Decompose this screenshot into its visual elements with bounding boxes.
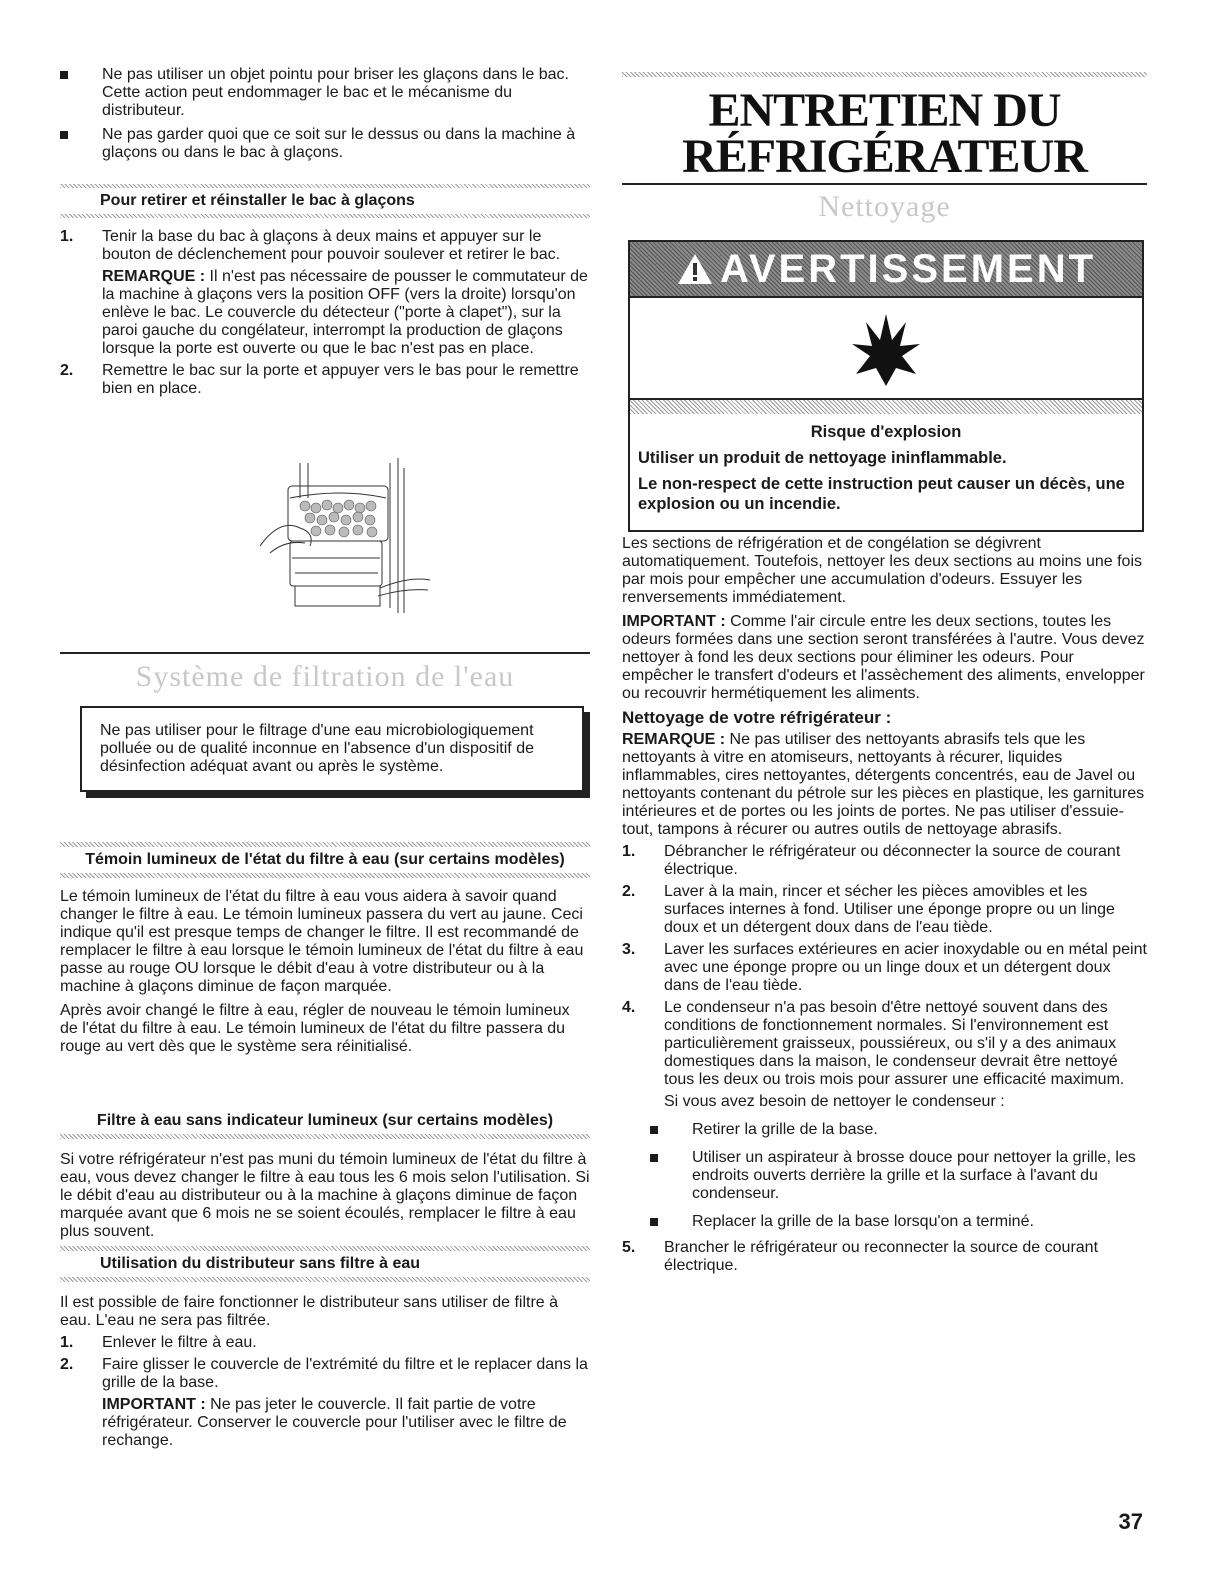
risk-label: Risque d'explosion: [810, 423, 962, 441]
divider: [60, 652, 590, 654]
paragraph: IMPORTANT : Comme l'air circule entre les deux sections, toutes les odeurs formées dans une section seront transférées à l'autre. Vous devez nettoyer à fond les deux sections pour éliminer les odeurs. Pour empêcher le transfert d'odeurs et l'assèchement des aliments, envelopper ou recouvrir hermétiquement les aliments.: [622, 613, 1145, 702]
step-item: 3. Laver les surfaces extérieures en acier inoxydable ou en métal peint avec une éponge propre ou un linge doux et un détergent doux dans de l'eau tiède.: [622, 941, 1147, 994]
warning-line: Utiliser un produit de nettoyage ininflammable.: [638, 449, 1007, 467]
step-item: 2. Laver à la main, rincer et sécher les pièces amovibles et les surfaces internes à fond. Utiliser une éponge propre ou un linge doux et un détergent doux dans de l'eau tiède.: [622, 883, 1115, 936]
ice-bin-illustration: [260, 458, 460, 618]
section-heading: Utilisation du distributeur sans filtre à eau: [100, 1255, 421, 1272]
filter-light-section: [60, 842, 590, 1056]
condenser-list: [622, 1121, 1147, 1231]
section-title: Système de filtration de l'eau: [135, 660, 515, 693]
note-paragraph: IMPORTANT : Ne pas jeter le couvercle. Il fait partie de votre réfrigérateur. Conserver le couvercle pour l'utiliser avec le filtre de rechange.: [102, 1396, 567, 1449]
list-item: Retirer la grille de la base.: [650, 1121, 1147, 1139]
step-item: 5. Brancher le réfrigérateur ou reconnecter la source de courant électrique.: [622, 1239, 1099, 1274]
warning-line: Le non-respect de cette instruction peut causer un décès, une explosion ou un incendie.: [638, 475, 1125, 513]
list-item: Ne pas garder quoi que ce soit sur le dessus ou dans la machine à glaçons ou dans le bac à glaçons.: [60, 126, 590, 162]
bullet-square-icon: [650, 1218, 658, 1226]
paragraph: REMARQUE : Ne pas utiliser des nettoyants abrasifs tels que les nettoyants à vitre en atomiseurs, nettoyants à récurer, liquides inflammables, cires nettoyantes, détergents concentrés, eau de Javel ou nettoyants contenant du pétrole sur les pièces en plastique, les garnitures intérieures et de portes ou les joints de portes. Ne pas utiliser d'essuie-tout, tampons à récurer ou autres outils de nettoyage abrasifs.: [622, 731, 1145, 838]
section-heading: Filtre à eau sans indicateur lumineux (sur certains modèles): [96, 1112, 554, 1129]
note-paragraph: REMARQUE : Il n'est pas nécessaire de pousser le commutateur de la machine à glaçons vers la position OFF (vers la droite) lorsqu'on enlève le bac. Le couvercle du détecteur ("porte à clapet"), sur la paroi gauche du congélateur, interrompt la production de glaçons lorsque la porte est ouverte ou que le bac n'est pas en place.: [102, 268, 588, 357]
subsection-heading: Nettoyage de votre réfrigérateur :: [622, 708, 892, 727]
paragraph: Il est possible de faire fonctionner le distributeur sans utiliser de filtre à eau. L'eau ne sera pas filtrée.: [60, 1294, 559, 1329]
paragraph: Si vous avez besoin de nettoyer le condenseur :: [664, 1093, 1005, 1110]
warning-text: [630, 414, 1142, 530]
hatched-band: [630, 398, 1142, 414]
bullet-square-icon: [650, 1126, 658, 1134]
step-item: 1. Débrancher le réfrigérateur ou déconnecter la source de courant électrique.: [622, 843, 1121, 878]
step-item: 4. Le condenseur n'a pas besoin d'être nettoyé souvent dans des conditions de fonctionnement normales. Si l'environnement est particulièrement graisseux, poussiéreux, ou s'il y a des animaux domestiques dans la maison, le condenseur devrait être nettoyé tous les deux ou trois mois pour assurer une efficacité maximum.: [622, 999, 1125, 1088]
page-number: 37: [1118, 1509, 1143, 1534]
divider: [60, 1134, 590, 1139]
warning-triangle-icon: [676, 252, 714, 286]
page-title: ENTRETIEN DU RÉFRIGÉRATEUR: [682, 84, 1087, 183]
remove-ice-bin-section: [60, 184, 590, 402]
bullet-square-icon: [60, 131, 68, 139]
bullet-square-icon: [650, 1154, 658, 1162]
list-item: Utiliser un aspirateur à brosse douce pour nettoyer la grille, les endroits ouverts derrière la grille et la surface à l'avant du condenseur.: [650, 1149, 1147, 1203]
paragraph: Si votre réfrigérateur n'est pas muni du témoin lumineux de l'état du filtre à eau, vous devez changer le filtre à eau tous les 6 mois selon l'utilisation. Si le débit d'eau au distributeur ou à la machine à glaçons diminue de façon marquée avant que 6 mois ne se soient écoulés, remplacer le filtre à eau plus souvent.: [60, 1151, 590, 1240]
list-item: Ne pas utiliser un objet pointu pour briser les glaçons dans le bac. Cette action peut endommager le bac et le mécanisme du distributeur.: [60, 66, 590, 120]
section-heading: Pour retirer et réinstaller le bac à glaçons: [100, 192, 415, 209]
caution-box: Ne pas utiliser pour le filtrage d'une eau microbiologiquement polluée ou de qualité inconnue en l'absence d'un dispositif de désinfection adéquat avant ou après le système.: [80, 706, 584, 792]
warning-header-label: AVERTISSEMENT: [719, 247, 1097, 291]
paragraph: Le témoin lumineux de l'état du filtre à eau vous aidera à savoir quand changer le filtre à eau. Le témoin lumineux passera du vert au jaune. Ceci indique qu'il est presque temps de changer le filtre. Il est recommandé de remplacer le filtre à eau lorsque le témoin lumineux de l'état du filtre à eau passe au rouge OU lorsque le débit d'eau à votre distributeur ou à la machine à glaçons diminue de façon marquée.: [60, 888, 584, 995]
warning-symbol-area: [630, 298, 1142, 398]
divider: [60, 873, 590, 878]
step-item: 1. Enlever le filtre à eau.: [60, 1334, 257, 1351]
step-item: 2. Remettre le bac sur la porte et appuyer vers le bas pour le remettre bien en place.: [60, 362, 579, 397]
paragraph: Après avoir changé le filtre à eau, régler de nouveau le témoin lumineux de l'état du filtre à eau. Le témoin lumineux de l'état du filtre passera du rouge au vert dès que le système sera réinitialisé.: [60, 1002, 570, 1055]
warning-header: [630, 242, 1142, 298]
explosion-icon: [846, 308, 926, 388]
step-item: 1. Tenir la base du bac à glaçons à deux mains et appuyer sur le bouton de déclenchement pour pouvoir soulever et retirer le bac.: [60, 228, 561, 263]
list-item: Replacer la grille de la base lorsqu'on a terminé.: [650, 1213, 1147, 1231]
no-filter-section: [60, 1246, 590, 1454]
divider: [60, 1277, 590, 1282]
section-heading: Témoin lumineux de l'état du filtre à eau (sur certains modèles): [85, 851, 565, 868]
warning-box: [628, 240, 1144, 532]
divider: [622, 183, 1147, 185]
no-indicator-section: [60, 1108, 590, 1241]
bullet-square-icon: [60, 71, 68, 79]
paragraph: Les sections de réfrigération et de congélation se dégivrent automatiquement. Toutefois, nettoyer les deux sections au moins une fois par mois pour empêcher une accumulation d'odeurs. Essuyer les renversements immédiatement.: [622, 535, 1143, 606]
step-item: 2. Faire glisser le couvercle de l'extrémité du filtre et le replacer dans la grille de la base.: [60, 1356, 588, 1391]
cleaning-content: [622, 535, 1147, 1279]
filtration-section: [60, 652, 590, 792]
divider: [622, 72, 1147, 77]
section-title: Nettoyage: [818, 190, 951, 223]
ice-bin-bullets: [60, 66, 590, 168]
